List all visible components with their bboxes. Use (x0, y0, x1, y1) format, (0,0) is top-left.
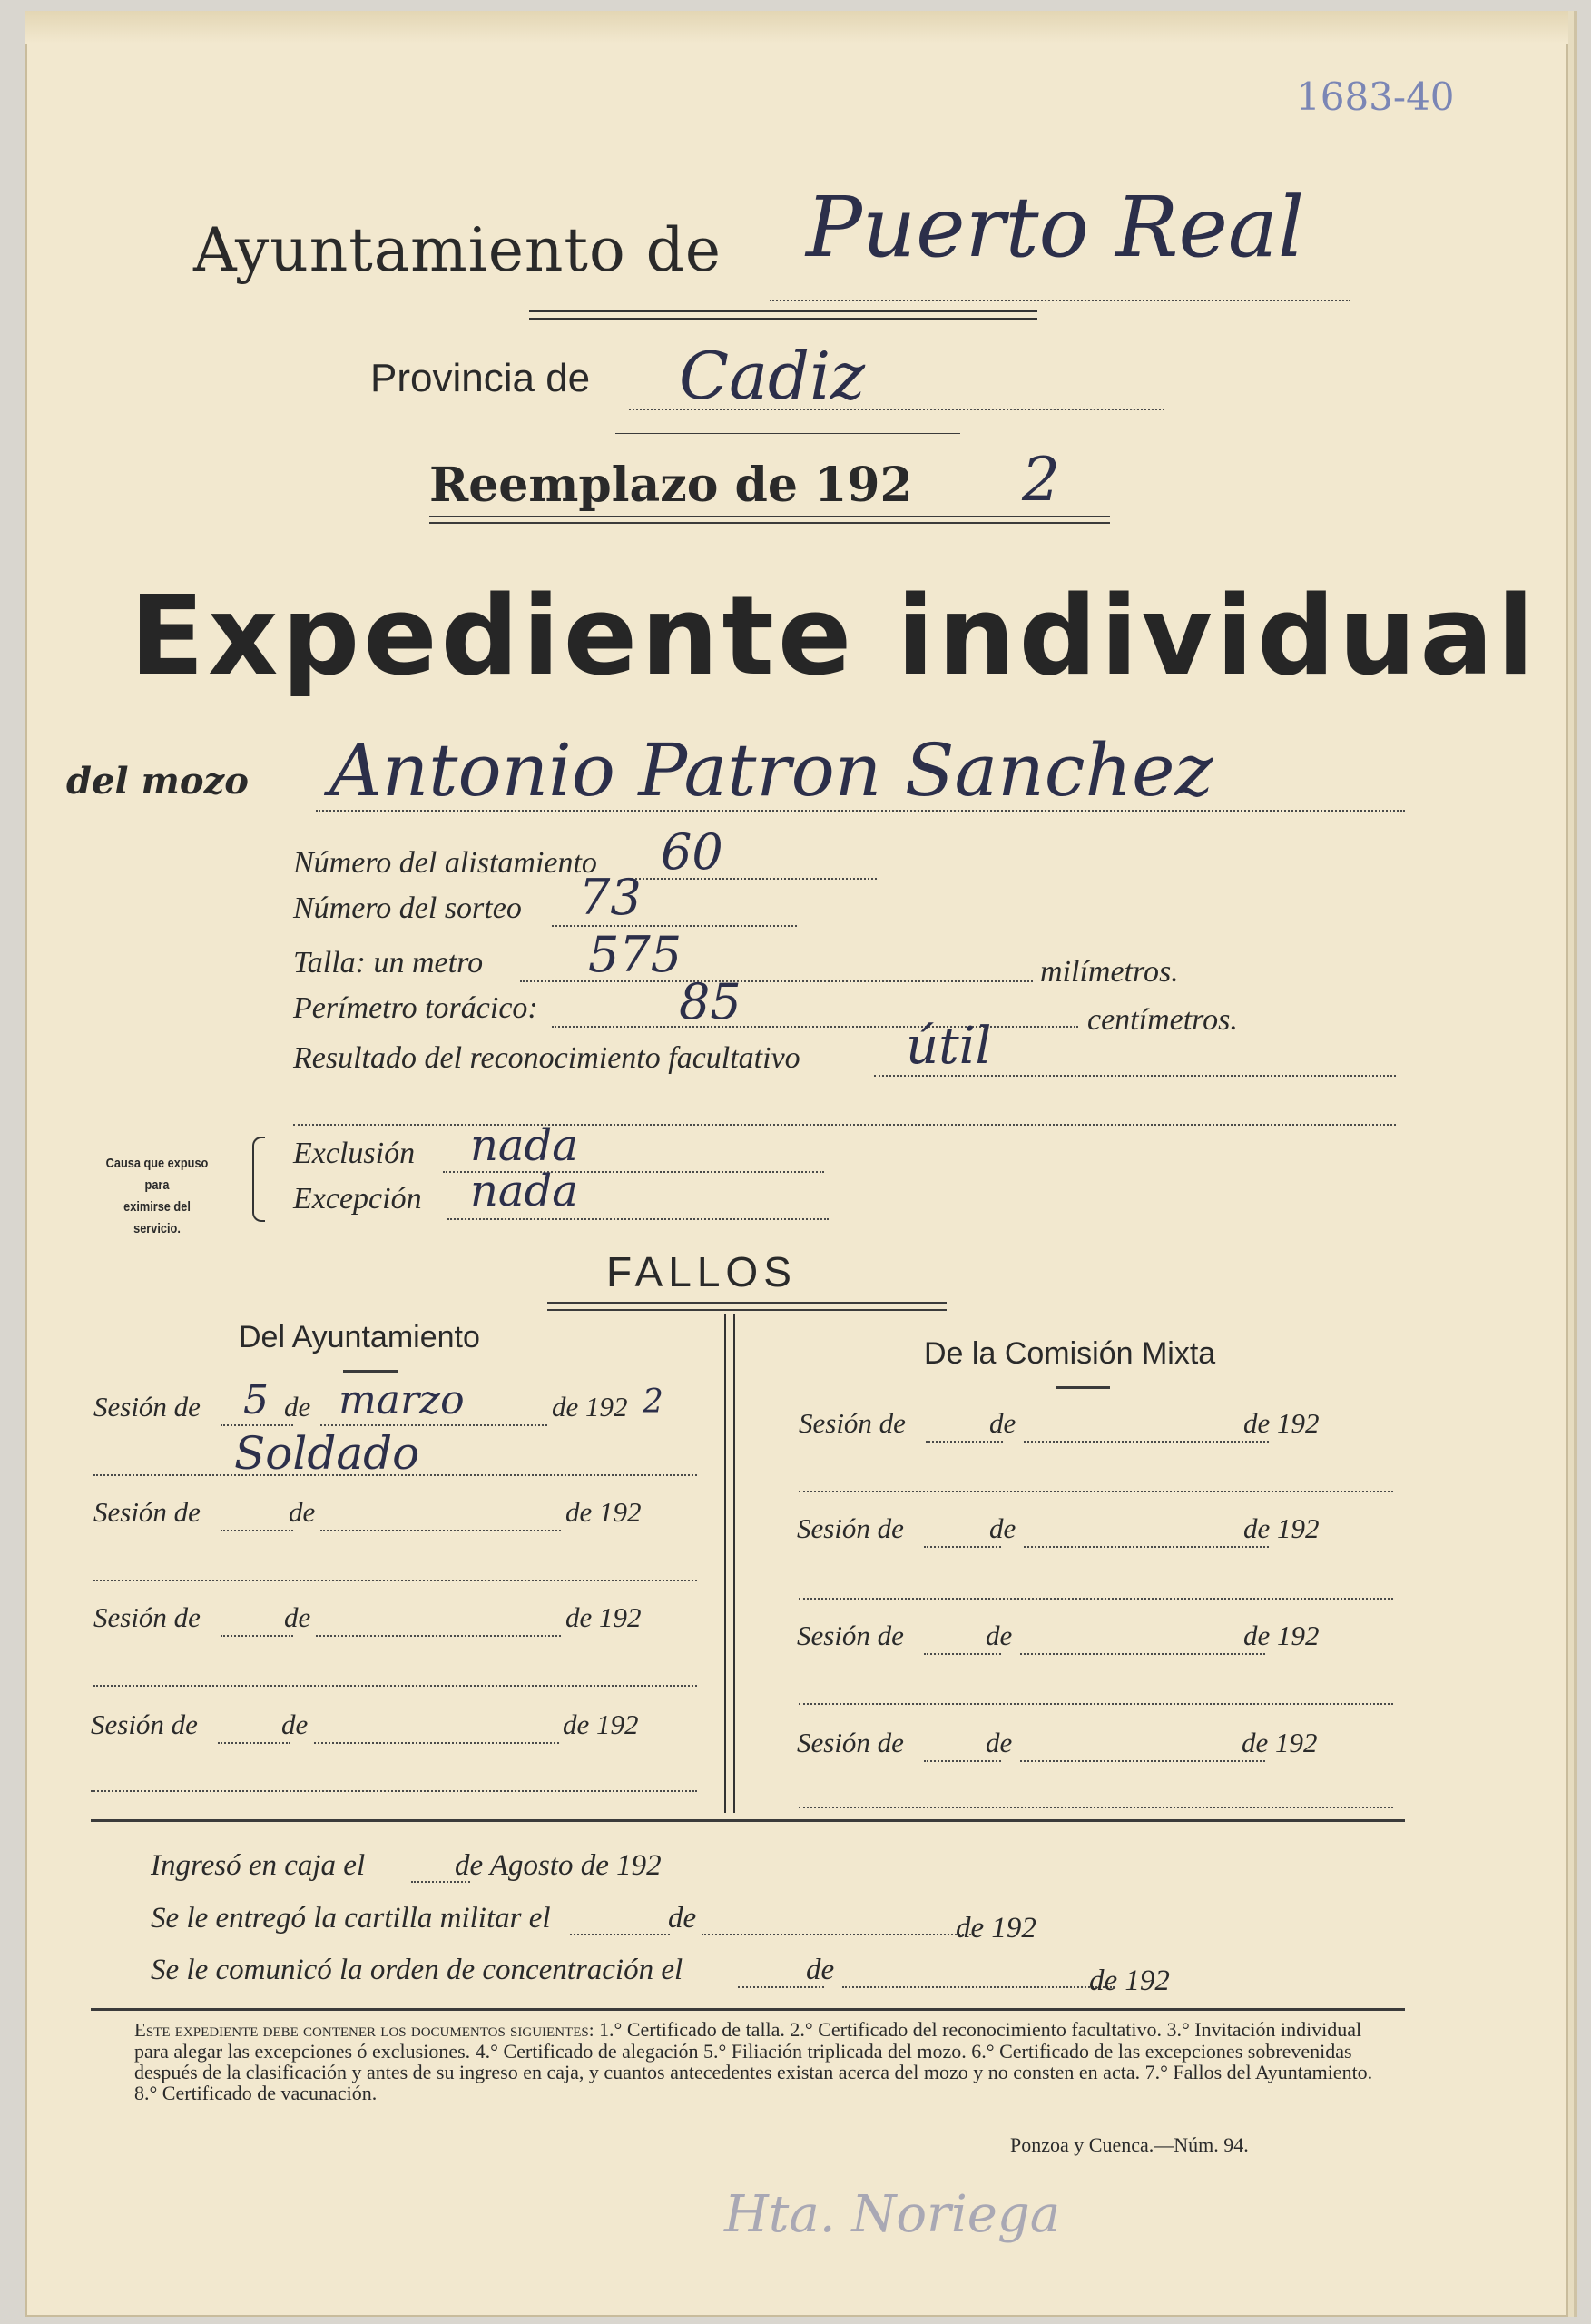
de-label: de (986, 1620, 1013, 1651)
cartilla-label: Se le entregó la cartilla militar el (151, 1902, 551, 1935)
talla-value: 575 (588, 926, 683, 983)
ornament-divider (529, 310, 1037, 320)
year-label: de 192 (1243, 1407, 1320, 1439)
column-divider (724, 1314, 735, 1813)
month-line (1024, 1441, 1269, 1443)
provincia-underline (615, 433, 960, 434)
de-label: de (284, 1391, 311, 1423)
orden-de: de (806, 1954, 835, 1986)
year-label: de 192 (565, 1601, 642, 1633)
ayuntamiento-value: Puerto Real (806, 179, 1305, 276)
month-line (1024, 1546, 1269, 1548)
de-label: de (989, 1407, 1016, 1439)
month-line (316, 1635, 561, 1637)
exclusion-value: nada (470, 1120, 578, 1171)
cartilla-year: de 192 (956, 1912, 1036, 1945)
document-title: Expediente individual (130, 574, 1538, 700)
footnote (134, 2019, 1387, 2103)
left-title-dash (343, 1370, 398, 1373)
excepcion-label: Excepción (293, 1182, 422, 1216)
alistamiento-value: 60 (661, 823, 723, 881)
left-column-title: Del Ayuntamiento (239, 1320, 480, 1354)
exclusion-label: Exclusión (293, 1137, 416, 1170)
reemplazo-underline-2 (429, 522, 1110, 524)
session-result: Soldado (234, 1427, 420, 1480)
ingreso-separator (91, 2008, 1405, 2011)
month-line (1020, 1760, 1265, 1762)
session-label: Sesión de (797, 1512, 904, 1544)
year-label: de 192 (1242, 1727, 1318, 1758)
perimetro-line (552, 1026, 1078, 1028)
session-label: Sesión de (93, 1391, 201, 1423)
session-month: marzo (339, 1377, 465, 1423)
day-line (926, 1441, 1003, 1443)
cartilla-de: de (668, 1902, 697, 1935)
causa-brace (252, 1137, 265, 1222)
reemplazo-label: Reemplazo de 192 (429, 458, 913, 513)
session-label: Sesión de (797, 1727, 904, 1758)
session-label: Sesión de (799, 1407, 906, 1439)
sorteo-value: 73 (579, 869, 642, 926)
reemplazo-value: 2 (1022, 445, 1060, 515)
de-label: de (284, 1601, 311, 1633)
result-line (91, 1790, 697, 1792)
right-title-dash (1056, 1386, 1110, 1389)
day-line (924, 1760, 1001, 1762)
provincia-label: Provincia de (370, 356, 591, 400)
ingreso-caja-prefix: Ingresó en caja el (151, 1849, 366, 1882)
excepcion-line (447, 1218, 829, 1220)
talla-label: Talla: un metro (293, 946, 484, 980)
day-line (924, 1546, 1001, 1548)
archive-reference: 1683-40 (1296, 74, 1455, 119)
result-line (93, 1580, 697, 1581)
de-label: de (281, 1709, 309, 1740)
cartilla-day-line (570, 1934, 670, 1935)
result-line (799, 1598, 1393, 1600)
alistamiento-label: Número del alistamiento (293, 846, 597, 880)
orden-month-line (842, 1986, 1115, 1988)
session-day: 5 (243, 1377, 269, 1423)
year-label: de 192 (1243, 1512, 1320, 1544)
de-label: de (986, 1727, 1013, 1758)
ayuntamiento-label: Ayuntamiento de (193, 215, 722, 285)
de-label: de (289, 1496, 316, 1528)
orden-year: de 192 (1089, 1965, 1170, 1997)
sorteo-label: Número del sorteo (293, 891, 522, 925)
causa-side-label (99, 1153, 215, 1240)
month-line (320, 1530, 561, 1531)
year-label: de 192 (565, 1496, 642, 1528)
footnote-text: 1.° Certificado de talla. 2.° Certificado del reconocimiento facultativo. 3.° Invitación individual para alegar las excepciones ó exclusiones. 4.° Certificado de alegación 5.° Filiación triplicada del mozo. 6.° Certificado de las excepciones sobrevenidas después de la clasificación y antes de su ingreso en caja, y cuantos antecedentes existan acerca del mozo y no consten en acta. 7.° Fallos del Ayuntamiento. 8.° Certificado de vacunación. (134, 2018, 1373, 2104)
fallos-underline-2 (547, 1309, 947, 1311)
session-label: Sesión de (93, 1601, 201, 1633)
month-line (314, 1742, 559, 1744)
talla-unit: milímetros. (1040, 955, 1179, 989)
resultado-line-2 (293, 1124, 1396, 1126)
year-label: de 192 (563, 1709, 639, 1740)
day-line (221, 1424, 293, 1426)
session-label: Sesión de (797, 1620, 904, 1651)
year-label: de 192 (552, 1391, 628, 1423)
result-line (799, 1703, 1393, 1705)
bottom-pencil-note: Hta. Noriega (724, 2185, 1061, 2244)
resultado-value: útil (906, 1017, 992, 1076)
month-line (320, 1424, 547, 1426)
year-label: de 192 (1243, 1620, 1320, 1651)
day-line (221, 1530, 293, 1531)
perimetro-label: Perímetro torácico: (293, 991, 538, 1025)
causa-side-label-1: Causa que expuso para (105, 1156, 209, 1193)
result-line (93, 1685, 697, 1687)
ayuntamiento-line (770, 300, 1350, 301)
perimetro-unit: centímetros. (1087, 1003, 1238, 1037)
session-label: Sesión de (93, 1496, 201, 1528)
day-line (924, 1653, 1001, 1655)
de-label: de (989, 1512, 1016, 1544)
cartilla-month-line (702, 1934, 974, 1935)
session-label: Sesión de (91, 1709, 198, 1740)
resultado-label: Resultado del reconocimiento facultativo (293, 1041, 800, 1075)
reemplazo-underline-1 (429, 516, 1110, 517)
month-line (1020, 1653, 1265, 1655)
excepcion-value: nada (470, 1166, 578, 1216)
fallos-title: FALLOS (606, 1248, 797, 1295)
causa-side-label-2: eximirse del servicio. (123, 1199, 191, 1236)
document-page (25, 11, 1568, 2317)
mozo-name: Antonio Patron Sanchez (329, 728, 1213, 812)
result-line (799, 1807, 1393, 1808)
result-line (799, 1491, 1393, 1492)
right-column-title: De la Comisión Mixta (924, 1336, 1216, 1371)
provincia-value: Cadiz (679, 338, 866, 414)
sessions-separator (91, 1819, 1405, 1822)
day-line (221, 1635, 293, 1637)
fallos-underline-1 (547, 1302, 947, 1304)
orden-label: Se le comunicó la orden de concentración el (151, 1954, 683, 1986)
printer-credit: Ponzoa y Cuenca.—Núm. 94. (1010, 2133, 1249, 2156)
ingreso-caja-suffix: de Agosto de 192 (455, 1849, 662, 1882)
perimetro-value: 85 (679, 973, 741, 1030)
mozo-label: del mozo (66, 760, 249, 803)
footnote-lead: Este expediente debe contener los documentos siguientes: (134, 2019, 594, 2041)
day-line (218, 1742, 290, 1744)
session-year-suffix: 2 (643, 1384, 663, 1421)
